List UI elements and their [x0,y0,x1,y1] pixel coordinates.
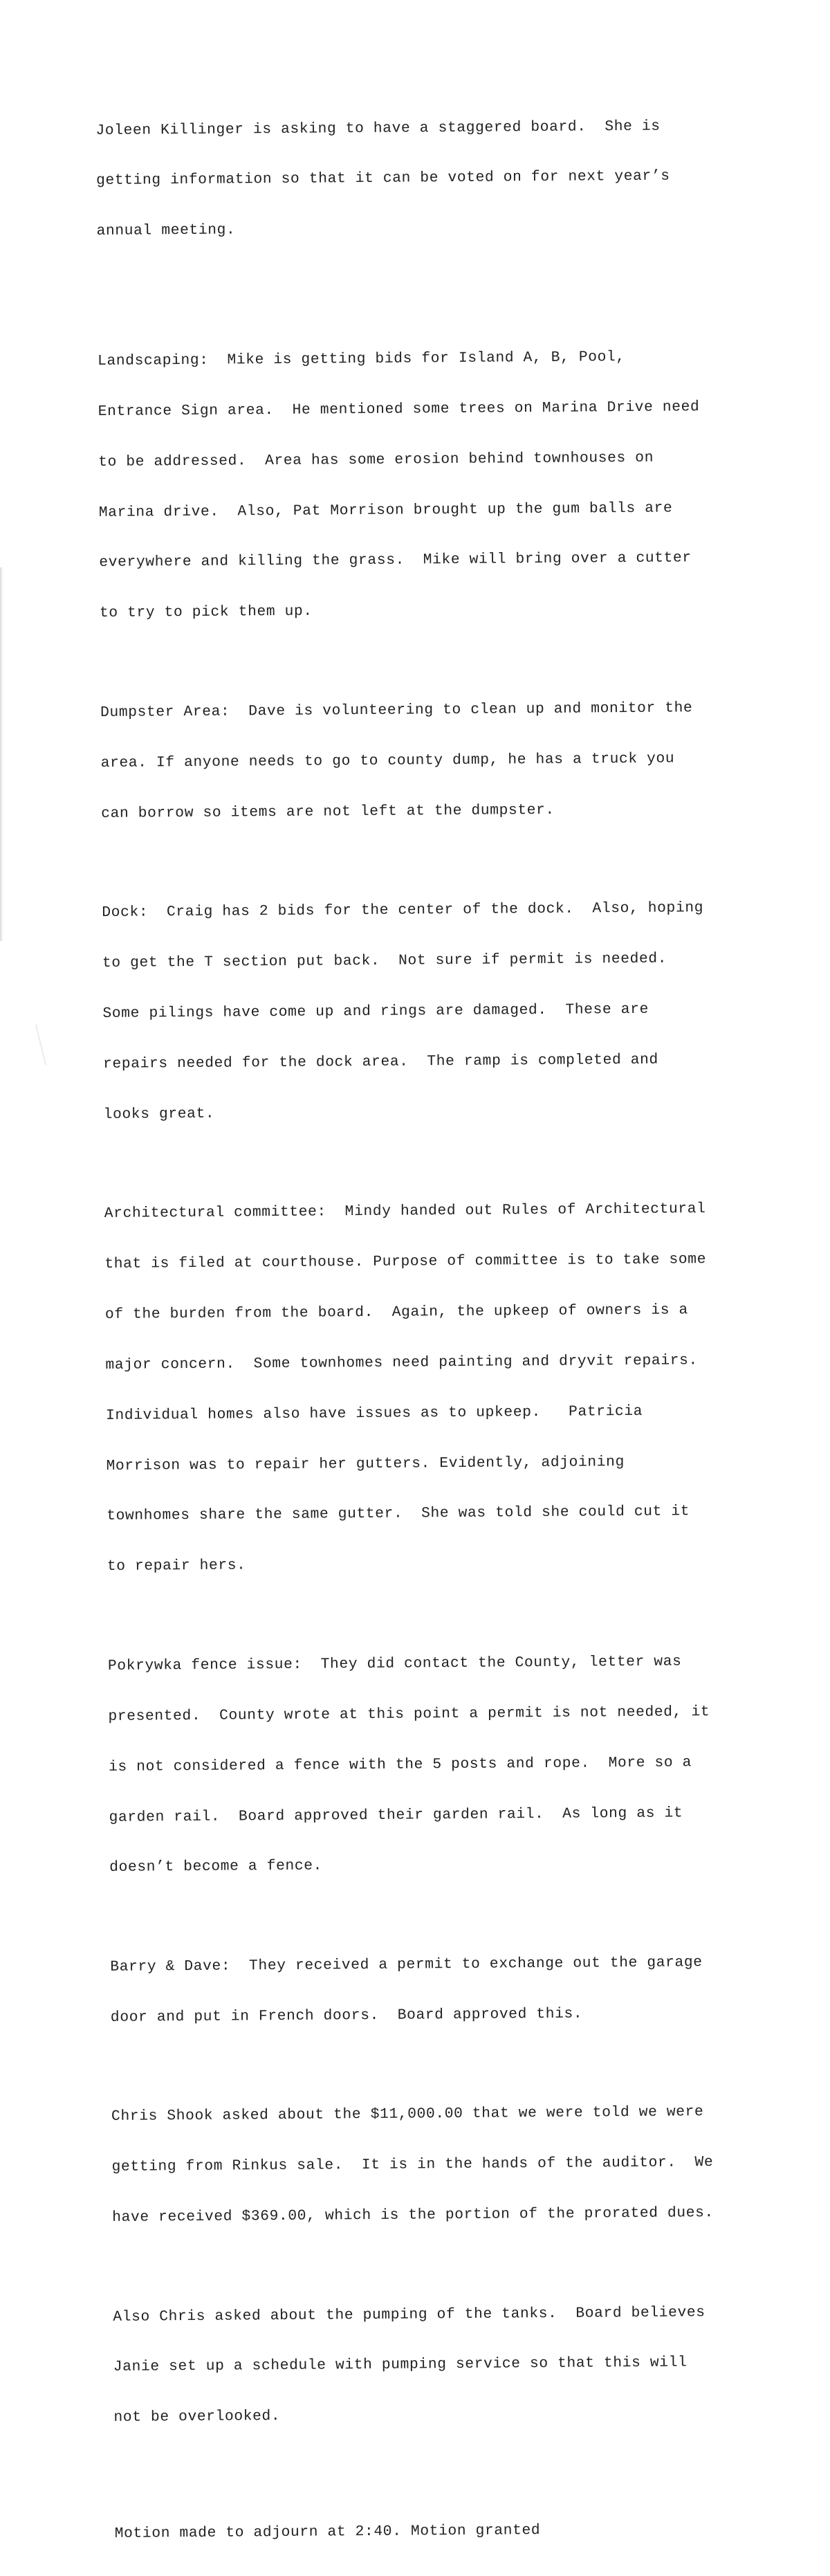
text-line: getting from Rinkus sale. It is in the hands of the auditor. We [111,2154,714,2176]
text-line: Some pilings have come up and rings are damaged. These are [102,1001,649,1022]
text-line: townhomes share the same gutter. She was told she could cut it [107,1503,690,1525]
text-line: have received $369.00, which is the portion of the prorated dues. [112,2204,714,2226]
text-line: Motion made to adjourn at 2:40. Motion granted [114,2521,541,2542]
text-line: everywhere and killing the grass. Mike will bring over a cutter [99,549,692,572]
paragraph-pokrywka-fence [107,1619,766,1910]
text-line: door and put in French doors. Board approved this. [110,2005,583,2026]
text-line: to repair hers. [107,1557,246,1575]
paragraph-pumping-tanks [113,2269,771,2460]
text-line: garden rail. Board approved their garden rail. As long as it [109,1804,683,1826]
text-line: Dumpster Area: Dave is volunteering to clean up and monitor the [100,700,693,721]
paragraph-landscaping [98,314,757,655]
text-line: Entrance Sign area. He mentioned some trees on Marina Drive need [98,398,700,420]
text-line: Morrison was to repair her gutters. Evidently, adjoining [106,1453,625,1474]
text-line: area. If anyone needs to go to county dump, he has a truck you [100,750,675,771]
text-line: repairs needed for the dock area. The ramp is completed and [102,1051,658,1072]
paragraph-barry-dave [110,1920,768,2060]
text-line: annual meeting. [96,221,236,240]
text-line: Barry & Dave: They received a permit to exchange out the garage [110,1954,703,1975]
paragraph-adjourn [114,2487,772,2576]
text-line: Dock: Craig has 2 bids for the center of the dock. Also, hoping [102,899,704,922]
paragraph-dumpster-area [100,666,759,856]
text-line: to be addressed. Area has some erosion behind townhouses on [98,449,654,471]
text-line: looks great. [103,1105,215,1123]
paragraph-rinkus-sale [111,2070,770,2260]
text-line: to get the T section put back. Not sure if permit is needed. [102,950,667,971]
text-line: major concern. Some townhomes need painting and dryvit repairs. [105,1351,698,1373]
scan-artifact [35,1025,46,1066]
paragraph-dock [102,866,761,1156]
text-line: Chris Shook asked about the $11,000.00 that we were told we were [111,2103,704,2126]
text-line: to try to pick them up. [99,603,313,622]
text-line: Individual homes also have issues as to upkeep. Patricia [105,1403,643,1424]
text-line: Marina drive. Also, Pat Morrison brought up the gum balls are [98,499,673,521]
text-line: can borrow so items are not left at the dumpster. [101,801,555,822]
text-line: presented. County wrote at this point a permit is not needed, it [108,1703,710,1725]
text-line: Janie set up a schedule with pumping service so that this will [113,2354,688,2376]
text-line: is not considered a fence with the 5 posts and rope. More so a [108,1753,692,1775]
text-line: of the burden from the board. Again, the upkeep of owners is a [104,1301,688,1323]
text-line: that is filed at courthouse. Purpose of committee is to take some [104,1251,707,1272]
text-line: Landscaping: Mike is getting bids for Island A, B, Pool, [97,348,625,369]
paragraph-architectural-committee [104,1167,764,1609]
text-line: not be overlooked. [113,2408,281,2427]
text-line: Architectural committee: Mindy handed out Rules of Architectural [104,1200,706,1223]
scan-shadow-edge [0,567,3,941]
text-line: Joleen Killinger is asking to have a staggered board. She is [95,118,661,139]
text-line: Also Chris asked about the pumping of the tanks. Board believes [113,2303,706,2326]
text-line: getting information so that it can be voted on for next year’s [95,167,670,190]
text-line: Pokrywka fence issue: They did contact the County, letter was [107,1653,682,1674]
minutes-body [95,84,772,2576]
text-line: doesn’t become a fence. [109,1857,323,1876]
paragraph-staggered-board [95,84,754,274]
